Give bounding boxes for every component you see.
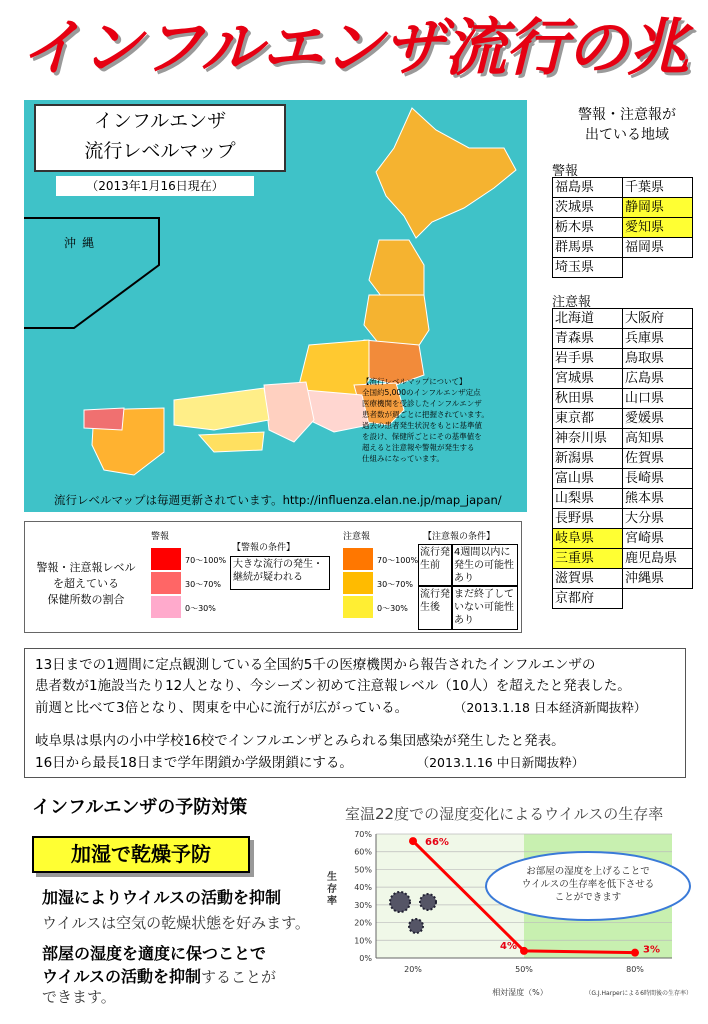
x-tick-label: 80% — [626, 965, 644, 974]
map-legend — [24, 521, 522, 633]
x-axis-label: 相対湿度（%） — [492, 988, 548, 997]
swatch-adv-mid — [343, 572, 373, 594]
y-axis-label-char: 生 — [327, 872, 337, 883]
map-title-line2: 流行レベルマップ — [84, 140, 236, 162]
kyushu-north — [84, 408, 124, 430]
table-row — [553, 218, 693, 238]
region-cell: 愛媛県 — [623, 409, 693, 429]
legend-side-line3: 保健所数の割合 — [47, 593, 125, 606]
region-cell: 茨城県 — [553, 198, 623, 218]
virus-icon — [390, 892, 410, 912]
region-cell: 熊本県 — [623, 489, 693, 509]
table-row — [553, 309, 693, 329]
legend-side-text — [31, 560, 141, 608]
map-title-box — [34, 104, 286, 172]
swatch-adv-low — [343, 596, 373, 618]
region-cell: 長野県 — [553, 509, 623, 529]
swatch-warn-low — [151, 596, 181, 618]
legend-warning-title: 警報 — [151, 532, 170, 542]
callout-text: ウイルスの生存率を低下させる — [521, 879, 655, 890]
region-cell: 新潟県 — [553, 449, 623, 469]
warn-level-mid: 30～70% — [185, 580, 221, 589]
data-label: 4% — [500, 940, 517, 952]
region-cell: 東京都 — [553, 409, 623, 429]
kinki — [264, 382, 314, 442]
news-paragraph-2 — [35, 731, 584, 774]
region-cell: 岩手県 — [553, 349, 623, 369]
prevention-text2-line3: できます。 — [42, 988, 116, 1006]
region-cell-empty — [623, 258, 693, 278]
news-source: （2013.1.18 日本経済新聞抜粋） — [460, 700, 647, 715]
region-cell: 山梨県 — [553, 489, 623, 509]
swatch-warn-high — [151, 548, 181, 570]
table-row — [553, 429, 693, 449]
influenza-map — [24, 100, 527, 512]
region-cell: 千葉県 — [623, 178, 693, 198]
region-cell-highlighted: 三重県 — [553, 549, 623, 569]
region-cell: 青森県 — [553, 329, 623, 349]
adv-cond-label-1: 流行発生前 — [418, 544, 452, 586]
news-line: 患者数が1施設当たり12人となり、今シーズン初めて注意報レベル（10人）を超えたと発表した。 — [35, 678, 631, 694]
news-paragraph-1 — [35, 655, 646, 719]
data-point — [520, 947, 528, 955]
chugoku — [174, 388, 269, 430]
map-note-line: 【流行レベルマップについて】 — [362, 377, 467, 386]
chart-source: （G.J.Harperによる6時間後の生存率） — [585, 990, 692, 997]
warning-label: 警報 — [552, 164, 579, 179]
prevention-bold-line2: ウイルスの活動を抑制 — [42, 967, 202, 986]
region-cell: 富山県 — [553, 469, 623, 489]
adv-level-low: 0～30% — [377, 604, 408, 613]
region-cell-highlighted: 静岡県 — [623, 198, 693, 218]
table-row — [553, 238, 693, 258]
y-tick-label: 70% — [354, 830, 372, 839]
map-note-line: 過去の患者発生状況をもとに基準値 — [362, 421, 482, 430]
region-cell: 福岡県 — [623, 238, 693, 258]
table-row — [553, 509, 693, 529]
region-cell: 鹿児島県 — [623, 549, 693, 569]
hokkaido — [376, 108, 516, 238]
prevention-bold-line1: 部屋の湿度を適度に保つことで — [42, 944, 267, 963]
table-row — [553, 178, 693, 198]
region-cell: 兵庫県 — [623, 329, 693, 349]
data-label: 66% — [425, 837, 449, 849]
region-cell-empty — [623, 589, 693, 609]
prevention-text2-tail: することが — [201, 968, 277, 986]
table-row — [553, 549, 693, 569]
region-cell: 京都府 — [553, 589, 623, 609]
callout-text: ことができます — [554, 892, 622, 903]
adv-cond-text-2: まだ終了していない可能性あり — [452, 586, 518, 630]
news-line-text: 16日から最長18日まで学年閉鎖か学級閉鎖にする。 — [35, 755, 353, 771]
region-cell-highlighted: 愛知県 — [623, 218, 693, 238]
table-row — [553, 489, 693, 509]
y-tick-label: 0% — [359, 954, 372, 963]
table-row — [553, 349, 693, 369]
table-row — [553, 589, 693, 609]
adv-cond-text-1: 4週間以内に発生の可能性あり — [452, 544, 518, 586]
news-line — [35, 752, 584, 774]
warning-cond-box: 大きな流行の発生・継続が疑われる — [230, 556, 330, 590]
region-cell: 福島県 — [553, 178, 623, 198]
legend-side-line1: 警報・注意報レベル — [36, 561, 136, 574]
warning-table — [552, 177, 693, 278]
table-row — [553, 389, 693, 409]
news-line — [35, 697, 646, 719]
region-cell: 神奈川県 — [553, 429, 623, 449]
region-cell: 埼玉県 — [553, 258, 623, 278]
table-row — [553, 529, 693, 549]
map-note-line: 仕組みになっています。 — [362, 454, 444, 463]
map-note-line: 全国約5,000のインフルエンザ定点 — [362, 388, 481, 397]
adv-level-mid: 30～70% — [377, 580, 413, 589]
map-title-line1: インフルエンザ — [93, 110, 227, 132]
prevention-line2 — [42, 964, 276, 987]
map-note-line: 患者数が週ごとに把握されています。 — [362, 410, 489, 419]
table-row — [553, 409, 693, 429]
virus-icon — [420, 894, 436, 910]
region-cell: 鳥取県 — [623, 349, 693, 369]
adv-level-high: 70～100% — [377, 556, 419, 565]
map-note-line: 超えると注意報や警報が発生する — [362, 443, 475, 452]
table-row — [553, 449, 693, 469]
region-cell: 沖縄県 — [623, 569, 693, 589]
legend-side-line2: を超えている — [53, 577, 119, 590]
region-cell: 大阪府 — [623, 309, 693, 329]
data-point — [631, 949, 639, 957]
y-tick-label: 40% — [354, 883, 372, 893]
news-line-text: 前週と比べて3倍となり、関東を中心に流行が広がっている。 — [35, 700, 409, 716]
virus-icon — [409, 919, 423, 933]
chart-title: 室温22度での湿度変化によるウイルスの生存率 — [345, 805, 664, 823]
region-header-line2: 出ている地域 — [585, 127, 669, 143]
shikoku — [199, 432, 264, 452]
warn-level-high: 70～100% — [185, 556, 227, 565]
prevention-heading: 加湿によりウイルスの活動を抑制 — [42, 888, 282, 907]
table-row — [553, 369, 693, 389]
prevention-title: インフルエンザの予防対策 — [32, 797, 248, 818]
map-note — [362, 376, 522, 464]
region-cell: 栃木県 — [553, 218, 623, 238]
advisory-cond-title: 【注意報の条件】 — [423, 532, 496, 542]
x-tick-label: 20% — [404, 965, 422, 974]
y-axis-label-char: 存 — [327, 884, 337, 895]
table-row — [553, 569, 693, 589]
data-label: 3% — [643, 944, 660, 956]
data-point — [409, 837, 417, 845]
region-cell: 山口県 — [623, 389, 693, 409]
table-row — [553, 329, 693, 349]
warning-cond-title: 【警報の条件】 — [232, 543, 296, 553]
region-cell: 広島県 — [623, 369, 693, 389]
y-tick-label: 10% — [354, 936, 372, 946]
table-row — [553, 258, 693, 278]
tokai — [304, 390, 369, 432]
region-cell-highlighted: 岐阜県 — [553, 529, 623, 549]
tohoku-north — [369, 240, 424, 300]
region-cell: 佐賀県 — [623, 449, 693, 469]
region-cell: 高知県 — [623, 429, 693, 449]
table-row — [553, 469, 693, 489]
swatch-adv-high — [343, 548, 373, 570]
y-tick-label: 60% — [354, 847, 372, 857]
region-cell: 秋田県 — [553, 389, 623, 409]
headline: インフルエンザ流行の兆 — [19, 11, 689, 84]
region-cell: 宮城県 — [553, 369, 623, 389]
advisory-label: 注意報 — [552, 295, 592, 310]
y-tick-label: 20% — [354, 918, 372, 928]
news-box — [24, 648, 686, 778]
region-cell: 滋賀県 — [553, 569, 623, 589]
region-header — [562, 105, 692, 145]
news-line: 13日までの1週間に定点観測している全国約5千の医療機関から報告されたインフルエンザの — [35, 657, 596, 673]
y-tick-label: 30% — [354, 900, 372, 910]
prevention-text1: ウイルスは空気の乾燥状態を好みます。 — [42, 914, 310, 932]
y-axis-label-char: 率 — [327, 896, 337, 907]
region-header-line1: 警報・注意報が — [578, 107, 676, 123]
map-note-line: 医療機関を受診したインフルエンザ — [362, 399, 482, 408]
y-tick-label: 50% — [354, 865, 372, 875]
survival-chart — [320, 822, 700, 1024]
x-tick-label: 50% — [515, 965, 533, 974]
map-date: （2013年1月16日現在） — [56, 176, 254, 196]
region-cell: 北海道 — [553, 309, 623, 329]
region-cell: 群馬県 — [553, 238, 623, 258]
warn-level-low: 0～30% — [185, 604, 216, 613]
legend-advisory-title: 注意報 — [343, 532, 371, 542]
humidify-badge: 加湿で乾燥予防 — [32, 836, 250, 873]
adv-cond-label-2: 流行発生後 — [418, 586, 452, 630]
callout-text: お部屋の湿度を上げることで — [526, 866, 650, 877]
swatch-warn-mid — [151, 572, 181, 594]
table-row — [553, 198, 693, 218]
advisory-table — [552, 308, 693, 609]
region-cell: 長崎県 — [623, 469, 693, 489]
news-line: 岐阜県は県内の小中学校16校でインフルエンザとみられる集団感染が発生したと発表。 — [35, 733, 565, 749]
map-note-line: を設け、保健所ごとにその基準値を — [362, 432, 482, 441]
okinawa-label: 沖縄 — [64, 236, 101, 250]
region-cell: 大分県 — [623, 509, 693, 529]
news-source: （2013.1.16 中日新聞抜粋） — [422, 755, 585, 770]
region-cell: 宮崎県 — [623, 529, 693, 549]
map-footer: 流行レベルマップは毎週更新されています。http://influenza.elan.ne.jp/map_japan/ — [54, 493, 502, 507]
